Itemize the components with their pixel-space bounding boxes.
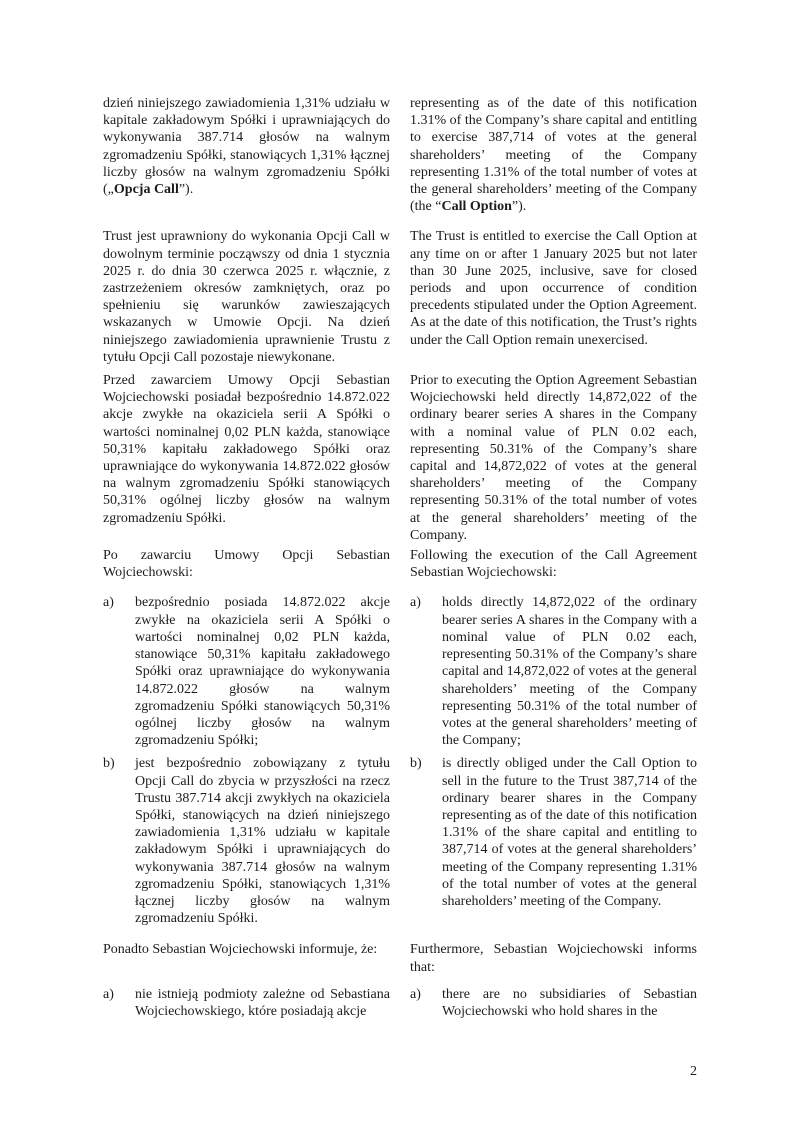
paragraph-en: Following the execution of the Call Agreement Sebastian Wojciechowski: — [410, 548, 697, 581]
page-number: 2 — [690, 1064, 697, 1079]
document-content — [103, 95, 697, 1020]
list-marker: a) — [410, 595, 421, 611]
bilingual-row — [103, 372, 697, 544]
paragraph-text: dzień niniejszego zawiadomienia 1,31% udziału w kapitale zakładowym Spółki i uprawniających do wykonywania 387.714 głosów na walnym zgromadzeniu Spółki, stanowiących 1,31% łącznej liczby głosów na walnym zgromadzeniu Spółki („ — [103, 96, 390, 198]
list-item-pl — [103, 986, 390, 1020]
list-item-text: jest bezpośrednio zobowiązany z tytułu Opcji Call do zbycia w przyszłości na rzecz Trustu 387.714 akcji zwykłych na okaziciela Spółki, stanowiących na dzień niniejszego zawiadomienia 1,31% udziału w kapitale zakładowym Spółki i uprawniających do wykonywania 387.714 głosów na walnym zgromadzeniu Spółki, stanowiących 1,31% łącznej liczby głosów na walnym zgromadzeniu Spółki. — [135, 756, 390, 927]
paragraph-pl: Trust jest uprawniony do wykonania Opcji Call w dowolnym terminie począwszy od dnia 1 stycznia 2025 r. do dnia 30 czerwca 2025 r. włącznie, z zastrzeżeniem okresów zamkniętych, oraz po spełnieniu się warunków zawieszających wskazanych w Umowie Opcji. Na dzień niniejszego zawiadomienia uprawnienie Trustu z tytułu Opcji Call pozostaje niewykonane. — [103, 229, 390, 365]
paragraph-en: Furthermore, Sebastian Wojciechowski informs that: — [410, 942, 697, 975]
list-item-en — [410, 986, 697, 1020]
defined-term-pl: Opcja Call — [113, 182, 179, 198]
bilingual-row — [103, 986, 697, 1020]
list-item-pl — [103, 594, 390, 749]
list-item-text: nie istnieją podmioty zależne od Sebastiana Wojciechowskiego, które posiadają akcje — [135, 986, 390, 1019]
list-item-text: bezpośrednio posiada 14.872.022 akcje zwykłe na okaziciela serii A Spółki o wartości nominalnej 0,02 PLN każda, stanowiące 50,31% kapitału zakładowego Spółki oraz uprawniające do wykonywania 14.872.022 głosów na walnym zgromadzeniu Spółki stanowiących 50,31% ogólnej liczby głosów na walnym zgromadzeniu Spółki; — [135, 595, 390, 749]
paragraph-pl: Po zawarciu Umowy Opcji Sebastian Wojciechowski: — [103, 548, 390, 581]
paragraph-pl: Ponadto Sebastian Wojciechowski informuje, że: — [103, 942, 378, 958]
list-marker: a) — [103, 986, 114, 1002]
list-item-text: is directly obliged under the Call Option to sell in the future to the Trust 387,714 of the ordinary bearer shares in the Company representing as of the date of this notification 1.31% of the share capital and entitling to 387,714 of votes at the general shareholders’ meeting of the Company representing 1.31% of the total number of votes at the general shareholders’ meeting of the Company. — [442, 756, 697, 909]
paragraph-text: ”). — [511, 199, 527, 215]
list-item-text: there are no subsidiaries of Sebastian Wojciechowski who hold shares in the — [442, 986, 697, 1019]
bilingual-row — [103, 941, 697, 975]
list-marker: a) — [103, 595, 114, 611]
list-marker: b) — [410, 756, 422, 772]
list-item-pl — [103, 755, 390, 927]
bilingual-row — [103, 594, 697, 749]
paragraph-en: The Trust is entitled to exercise the Call Option at any time on or after 1 January 2025 but not later than 30 June 2025, inclusive, save for closed periods and upon occurrence of condition precedents stipulated under the Option Agreement. As at the date of this notification, the Trust’s rights under the Call Option remain unexercised. — [410, 229, 697, 348]
paragraph-text: representing as of the date of this notification 1.31% of the Company’s share capital and entitling to exercise 387,714 of votes at the general shareholders’ meeting of the Company representing 1.31% of the total number of votes at the general shareholders’ meeting of the Company (the “ — [410, 96, 697, 215]
defined-term-en: Call Option — [441, 199, 512, 215]
list-marker: a) — [410, 986, 421, 1002]
list-marker: b) — [103, 756, 115, 772]
paragraph-en: Prior to executing the Option Agreement Sebastian Wojciechowski held directly 14,872,022 of the ordinary bearer series A shares in the Company with a nominal value of PLN 0.02 each, representing 50.31% of the Company’s share capital and 14,872,022 of votes at the general shareholders’ meeting of the Company representing 50.31% of the total number of votes at the general shareholders’ meeting of the Company. — [410, 373, 697, 543]
list-item-text: holds directly 14,872,022 of the ordinary bearer series A shares in the Company with a nominal value of PLN 0.02 each, representing 50.31% of the Company’s share capital and 14,872,022 of votes at the general shareholders’ meeting of the Company representing 50.31% of the total number of votes at the general shareholders’ meeting of the Company; — [442, 595, 697, 749]
paragraph-en — [410, 95, 697, 215]
paragraph-text: ”). — [178, 182, 194, 198]
list-item-en — [410, 755, 697, 910]
bilingual-row — [103, 755, 697, 927]
bilingual-row — [103, 547, 697, 581]
list-item-en — [410, 594, 697, 749]
bilingual-row — [103, 95, 697, 215]
paragraph-pl — [103, 95, 390, 198]
paragraph-pl: Przed zawarciem Umowy Opcji Sebastian Wojciechowski posiadał bezpośrednio 14.872.022 akcje zwykłe na okaziciela serii A Spółki o wartości nominalnej 0,02 PLN każda, stanowiące 50,31% kapitału zakładowego Spółki oraz uprawniające do wykonywania 14.872.022 głosów na walnym zgromadzeniu Spółki stanowiących 50,31% ogólnej liczby głosów na walnym zgromadzeniu Spółki. — [103, 373, 390, 526]
bilingual-row — [103, 228, 697, 366]
